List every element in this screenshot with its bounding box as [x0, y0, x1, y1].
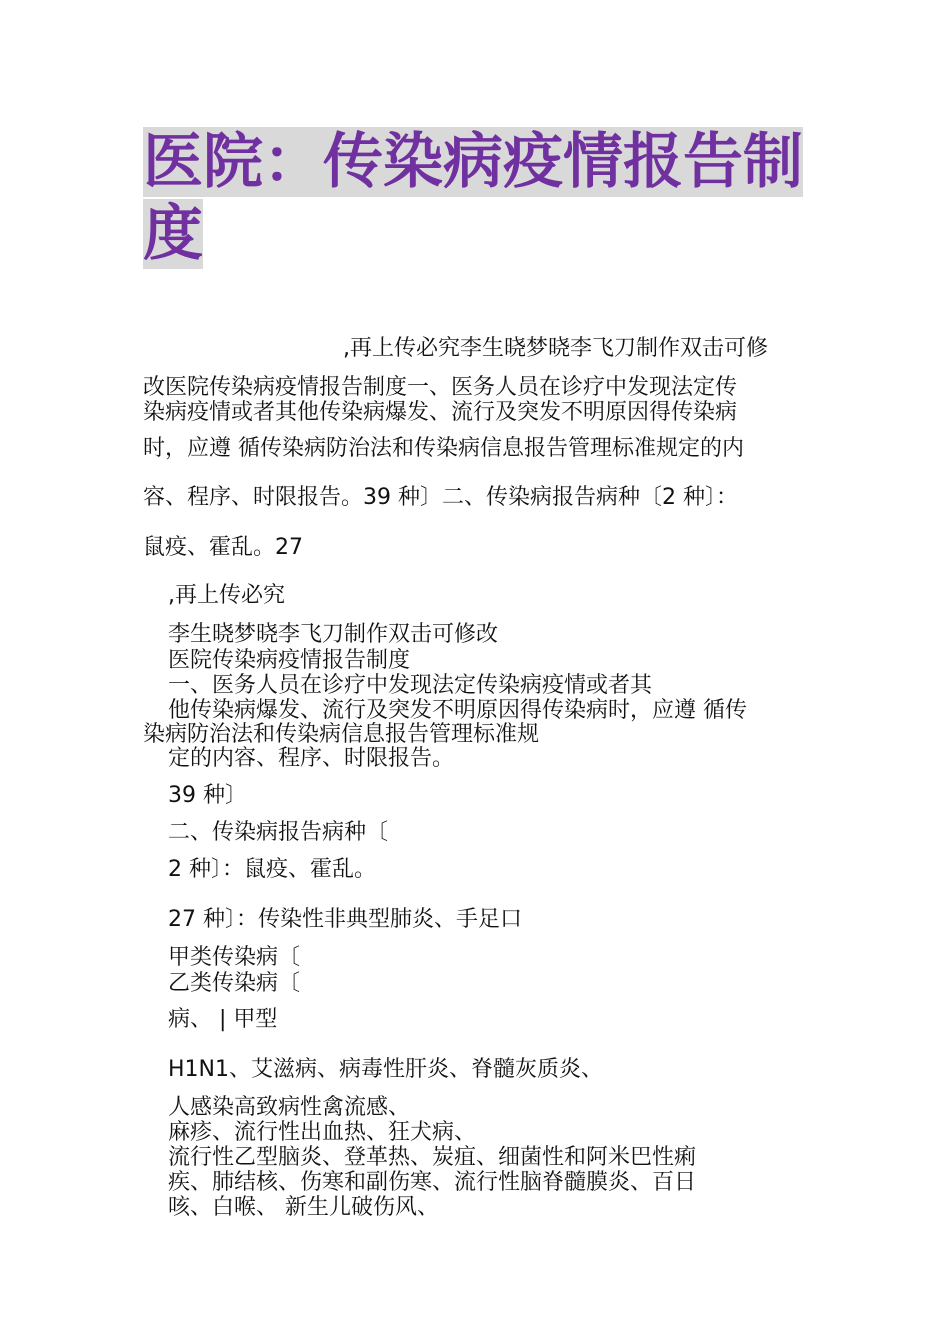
paragraph-line: ,再上传必究: [168, 583, 285, 608]
title-text-2: 度: [143, 199, 203, 269]
paragraph-line: 李生晓梦晓李飞刀制作双击可修改: [168, 622, 499, 647]
paragraph-line: 2 种〕：鼠疫、霍乱。: [168, 857, 376, 882]
paragraph-line: 疾、肺结核、伤寒和副伤寒、流行性脑脊髓膜炎、百日: [168, 1170, 697, 1195]
paragraph-line: 咳、白喉、 新生儿破伤风、: [168, 1195, 439, 1220]
paragraph-line: 一、医务人员在诊疗中发现法定传染病疫情或者其: [168, 673, 653, 698]
paragraph-line: 改医院传染病疫情报告制度一、医务人员在诊疗中发现法定传: [143, 375, 738, 400]
paragraph-line: 定的内容、程序、时限报告。: [168, 746, 455, 771]
paragraph-line: 染病疫情或者其他传染病爆发、流行及突发不明原因得传染病: [143, 400, 738, 425]
document-title-line-2: [143, 199, 203, 269]
paragraph-line: 容、程序、时限报告。39 种〕二、传染病报告病种〔2 种〕：: [143, 485, 738, 510]
paragraph-line: 二、传染病报告病种〔: [168, 820, 389, 845]
paragraph-line: 时，应遵 循传染病防治法和传染病信息报告管理标准规定的内: [143, 436, 744, 461]
title-text-1: 医院：传染病疫情报告制: [143, 127, 803, 197]
paragraph-line: 人感染高致病性禽流感、: [168, 1095, 411, 1120]
document-title-line-1: [143, 127, 803, 197]
paragraph-line: 流行性乙型脑炎、登革热、炭疽、细菌性和阿米巴性痢: [168, 1145, 697, 1170]
paragraph-line: 他传染病爆发、流行及突发不明原因得传染病时，应遵 循传: [168, 698, 747, 723]
paragraph-line: 39 种〕: [168, 783, 247, 808]
paragraph-line: 27 种〕：传染性非典型肺炎、手足口: [168, 907, 522, 932]
paragraph-line: 病、 | 甲型: [168, 1007, 278, 1032]
paragraph-line: 乙类传染病〔: [168, 971, 301, 996]
paragraph-line: 鼠疫、霍乱。27: [143, 535, 303, 560]
paragraph-line: 染病防治法和传染病信息报告管理标准规: [143, 722, 540, 747]
paragraph-line: 麻疹、流行性出血热、狂犬病、: [168, 1120, 477, 1145]
paragraph-line: 医院传染病疫情报告制度: [168, 648, 411, 673]
paragraph-line: 甲类传染病〔: [168, 945, 301, 970]
paragraph-line: ,再上传必究李生晓梦晓李飞刀制作双击可修: [343, 336, 768, 361]
paragraph-line: H1N1、艾滋病、病毒性肝炎、脊髓灰质炎、: [168, 1057, 603, 1082]
